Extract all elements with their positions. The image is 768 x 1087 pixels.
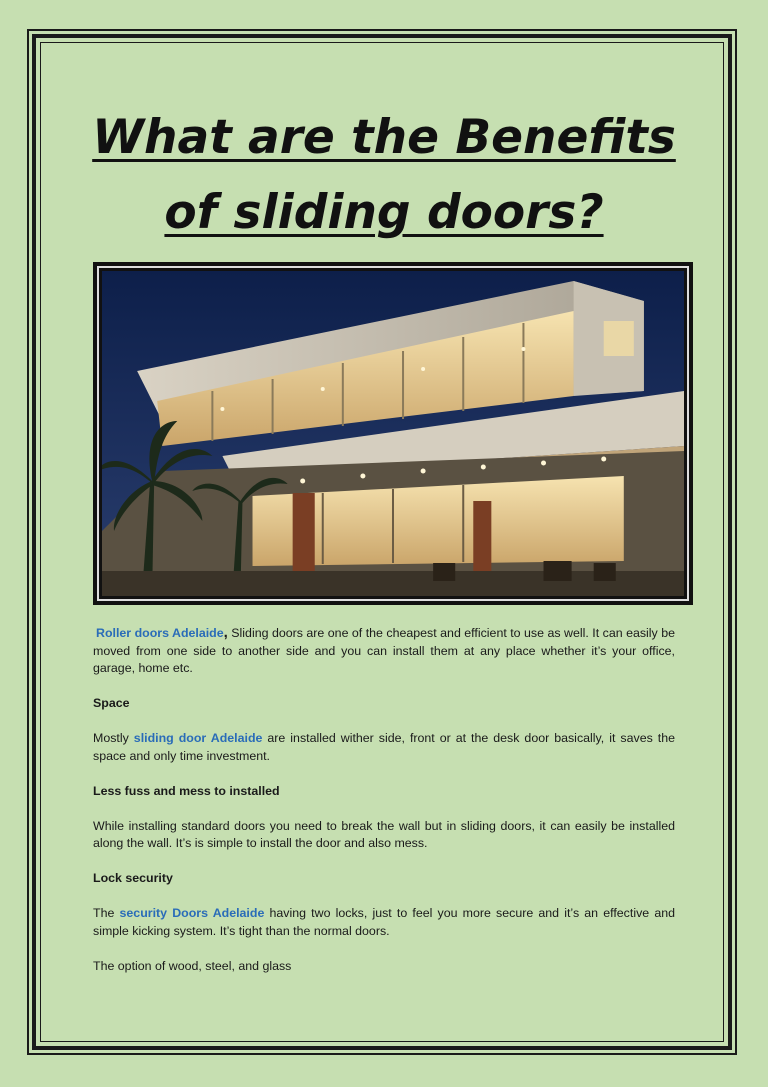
fuss-paragraph: While installing standard doors you need to break the wall but in sliding doors, it can easily be installed along the wall. It’s is simple to install the door and also mess. — [93, 818, 675, 850]
title-line-2: of sliding doors? — [164, 185, 604, 240]
roller-doors-link[interactable]: Roller doors Adelaide — [96, 626, 224, 640]
house-illustration — [102, 271, 684, 596]
intro-text: Sliding doors are one of the cheapest and efficient to use as well. It can easily be moved from one side to another side and you can install them at any place whether it’s your office, garage, home etc. — [93, 626, 675, 675]
house-photo-frame — [93, 262, 693, 605]
article-body — [93, 624, 675, 993]
lock-text-after: having two locks, just to feel you more secure and it’s an effective and simple kicking system. It’s tight than the normal doors. — [93, 906, 675, 938]
heading-space: Space — [93, 696, 130, 710]
lock-text-before: The — [93, 906, 120, 920]
space-text-before: Mostly — [93, 731, 134, 745]
space-paragraph — [93, 730, 675, 765]
space-text-after: are installed wither side, front or at the desk door basically, it saves the space and only time investment. — [93, 731, 675, 763]
title-line-1: What are the Benefits — [92, 110, 676, 165]
closing-line: The option of wood, steel, and glass — [93, 958, 292, 973]
house-photo — [97, 266, 689, 601]
heading-less-fuss: Less fuss and mess to installed — [93, 783, 280, 798]
lock-paragraph — [93, 905, 675, 940]
page-title — [60, 100, 708, 250]
intro-comma: , — [223, 624, 228, 641]
intro-paragraph — [93, 624, 675, 678]
sliding-door-link[interactable]: sliding door Adelaide — [133, 731, 263, 745]
heading-lock-security: Lock security — [93, 871, 173, 885]
security-doors-link[interactable]: security Doors Adelaide — [119, 906, 265, 920]
